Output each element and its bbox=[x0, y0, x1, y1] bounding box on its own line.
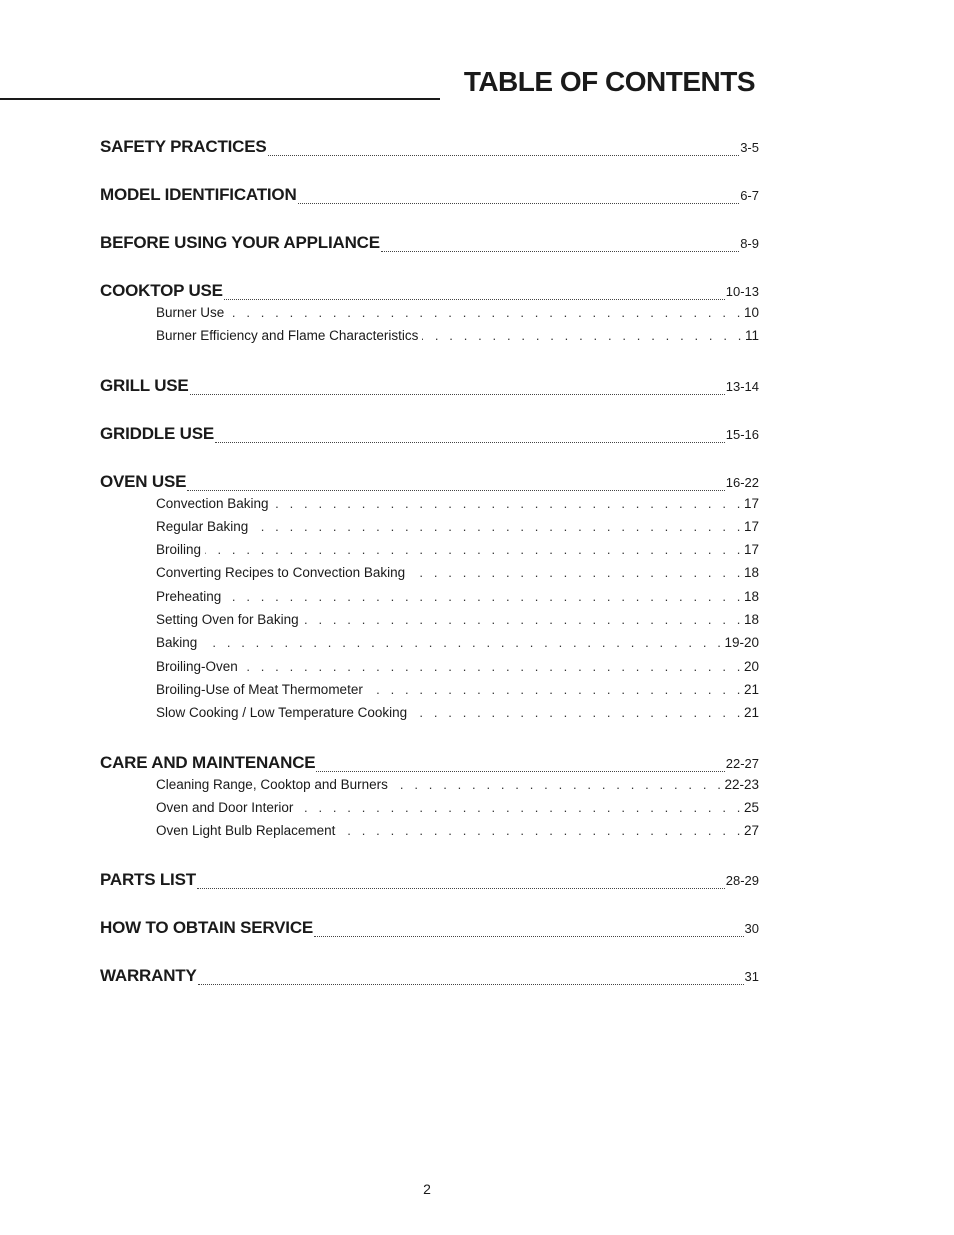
toc-subitem[interactable] bbox=[156, 328, 759, 351]
section-title: COOKTOP USE bbox=[100, 281, 223, 300]
toc-section-heading[interactable] bbox=[100, 870, 759, 894]
toc-subitem[interactable] bbox=[156, 565, 759, 588]
dot-leader bbox=[273, 496, 744, 511]
toc-subitem[interactable] bbox=[156, 612, 759, 635]
page-title: TABLE OF CONTENTS bbox=[463, 66, 755, 97]
section-title: BEFORE USING YOUR APPLIANCE bbox=[100, 233, 380, 252]
toc-subitem[interactable] bbox=[156, 705, 759, 728]
section-title: MODEL IDENTIFICATION bbox=[100, 185, 297, 204]
toc-subitem[interactable] bbox=[156, 589, 759, 612]
subitem-label: Slow Cooking / Low Temperature Cooking bbox=[156, 705, 408, 721]
toc-section bbox=[100, 281, 759, 352]
toc-section bbox=[100, 753, 759, 847]
subitem-page: 22-23 bbox=[724, 776, 759, 792]
toc-subitem[interactable] bbox=[156, 305, 759, 328]
dot-leader bbox=[298, 203, 740, 204]
section-title: HOW TO OBTAIN SERVICE bbox=[100, 918, 314, 938]
section-page-range: 16-22 bbox=[725, 474, 759, 490]
dot-leader bbox=[201, 635, 724, 650]
toc-section bbox=[100, 918, 759, 942]
subitem-label: Burner Use bbox=[156, 305, 225, 320]
subitem-label: Oven Light Bulb Replacement bbox=[156, 823, 336, 839]
toc-subitem[interactable] bbox=[156, 682, 759, 705]
subitem-label: Converting Recipes to Convection Baking bbox=[156, 565, 406, 581]
section-page-range: 13-14 bbox=[725, 378, 759, 394]
dot-leader bbox=[268, 155, 740, 156]
subitem-page: 18 bbox=[743, 612, 759, 628]
toc-subitem[interactable] bbox=[156, 800, 759, 823]
section-title: PARTS LIST bbox=[100, 870, 196, 890]
subitem-page: 11 bbox=[744, 328, 759, 344]
dot-leader bbox=[242, 659, 744, 674]
dot-leader bbox=[409, 565, 744, 580]
dot-leader bbox=[228, 305, 744, 320]
subitem-label: Broiling-Use of Meat Thermometer bbox=[156, 681, 363, 697]
toc-section bbox=[100, 424, 759, 448]
toc-section bbox=[100, 472, 759, 729]
section-page-range: 28-29 bbox=[725, 873, 759, 889]
subitem-label: Broiling bbox=[156, 542, 202, 558]
subitem-page: 27 bbox=[743, 823, 759, 839]
subitem-label: Cleaning Range, Cooktop and Burners bbox=[156, 776, 388, 792]
toc-subitem[interactable] bbox=[156, 542, 759, 565]
toc-subitem[interactable] bbox=[156, 823, 759, 846]
dot-leader bbox=[197, 888, 725, 889]
dot-leader bbox=[392, 777, 725, 792]
toc-section-heading[interactable] bbox=[100, 185, 759, 209]
toc-section-heading[interactable] bbox=[100, 233, 759, 257]
dot-leader bbox=[215, 442, 725, 443]
toc-section-heading[interactable] bbox=[100, 472, 759, 496]
section-page-range: 3-5 bbox=[740, 140, 759, 155]
toc-subitems bbox=[100, 305, 759, 352]
section-title: WARRANTY bbox=[100, 966, 197, 986]
toc-section bbox=[100, 233, 759, 257]
dot-leader bbox=[187, 490, 724, 491]
toc-subitem[interactable] bbox=[156, 659, 759, 682]
dot-leader bbox=[411, 705, 744, 720]
toc-section-heading[interactable] bbox=[100, 918, 759, 942]
subitem-label: Preheating bbox=[156, 588, 222, 604]
dot-leader bbox=[225, 589, 744, 604]
subitem-page: 20 bbox=[743, 658, 759, 674]
subitem-label: Burner Efficiency and Flame Characteristics bbox=[156, 328, 419, 344]
dot-leader bbox=[205, 542, 744, 557]
subitem-label: Baking bbox=[156, 635, 198, 651]
subitem-label: Regular Baking bbox=[156, 518, 249, 534]
subitem-page: 17 bbox=[743, 542, 759, 558]
toc-section-heading[interactable] bbox=[100, 376, 759, 400]
header-rule bbox=[0, 98, 440, 100]
dot-leader bbox=[198, 984, 744, 985]
dot-leader bbox=[303, 612, 744, 627]
dot-leader bbox=[367, 682, 744, 697]
dot-leader bbox=[422, 328, 745, 343]
toc-section-heading[interactable] bbox=[100, 424, 759, 448]
section-page-range: 10-13 bbox=[725, 284, 759, 299]
section-page-range: 30 bbox=[744, 921, 759, 937]
section-title: GRILL USE bbox=[100, 375, 189, 395]
dot-leader bbox=[316, 771, 724, 772]
dot-leader bbox=[252, 519, 744, 534]
subitem-page: 10 bbox=[743, 305, 759, 320]
subitem-page: 17 bbox=[743, 518, 759, 534]
page-number: 2 bbox=[423, 1181, 431, 1197]
toc-section-heading[interactable] bbox=[100, 137, 759, 161]
dot-leader bbox=[190, 394, 725, 395]
dot-leader bbox=[224, 299, 725, 300]
toc-section bbox=[100, 137, 759, 161]
section-page-range: 22-27 bbox=[725, 755, 759, 771]
toc-section-heading[interactable] bbox=[100, 281, 759, 305]
toc-section bbox=[100, 870, 759, 894]
toc-section bbox=[100, 966, 759, 990]
section-page-range: 8-9 bbox=[740, 236, 759, 251]
section-title: CARE AND MAINTENANCE bbox=[100, 752, 316, 772]
toc-section-heading[interactable] bbox=[100, 966, 759, 990]
section-title: OVEN USE bbox=[100, 471, 187, 491]
toc-subitem[interactable] bbox=[156, 635, 759, 658]
toc-subitems bbox=[100, 777, 759, 847]
toc-subitem[interactable] bbox=[156, 519, 759, 542]
subitem-page: 17 bbox=[743, 495, 759, 511]
toc-section bbox=[100, 185, 759, 209]
dot-leader bbox=[381, 251, 739, 252]
subitem-page: 19-20 bbox=[724, 635, 759, 651]
subitem-label: Setting Oven for Baking bbox=[156, 612, 299, 628]
table-of-contents bbox=[100, 137, 759, 1014]
section-page-range: 6-7 bbox=[740, 188, 759, 203]
subitem-page: 25 bbox=[743, 799, 759, 815]
section-title: SAFETY PRACTICES bbox=[100, 137, 267, 156]
subitem-label: Convection Baking bbox=[156, 495, 269, 511]
subitem-label: Broiling-Oven bbox=[156, 658, 238, 674]
subitem-page: 18 bbox=[743, 588, 759, 604]
section-page-range: 31 bbox=[744, 969, 759, 985]
dot-leader bbox=[314, 936, 743, 937]
toc-section bbox=[100, 376, 759, 400]
dot-leader bbox=[297, 800, 744, 815]
toc-section-heading[interactable] bbox=[100, 753, 759, 777]
toc-subitems bbox=[100, 496, 759, 729]
section-page-range: 15-16 bbox=[725, 426, 759, 442]
subitem-page: 18 bbox=[743, 565, 759, 581]
dot-leader bbox=[339, 823, 744, 838]
section-title: GRIDDLE USE bbox=[100, 423, 214, 443]
subitem-page: 21 bbox=[743, 681, 759, 697]
toc-subitem[interactable] bbox=[156, 777, 759, 800]
subitem-page: 21 bbox=[743, 705, 759, 721]
toc-subitem[interactable] bbox=[156, 496, 759, 519]
subitem-label: Oven and Door Interior bbox=[156, 799, 294, 815]
